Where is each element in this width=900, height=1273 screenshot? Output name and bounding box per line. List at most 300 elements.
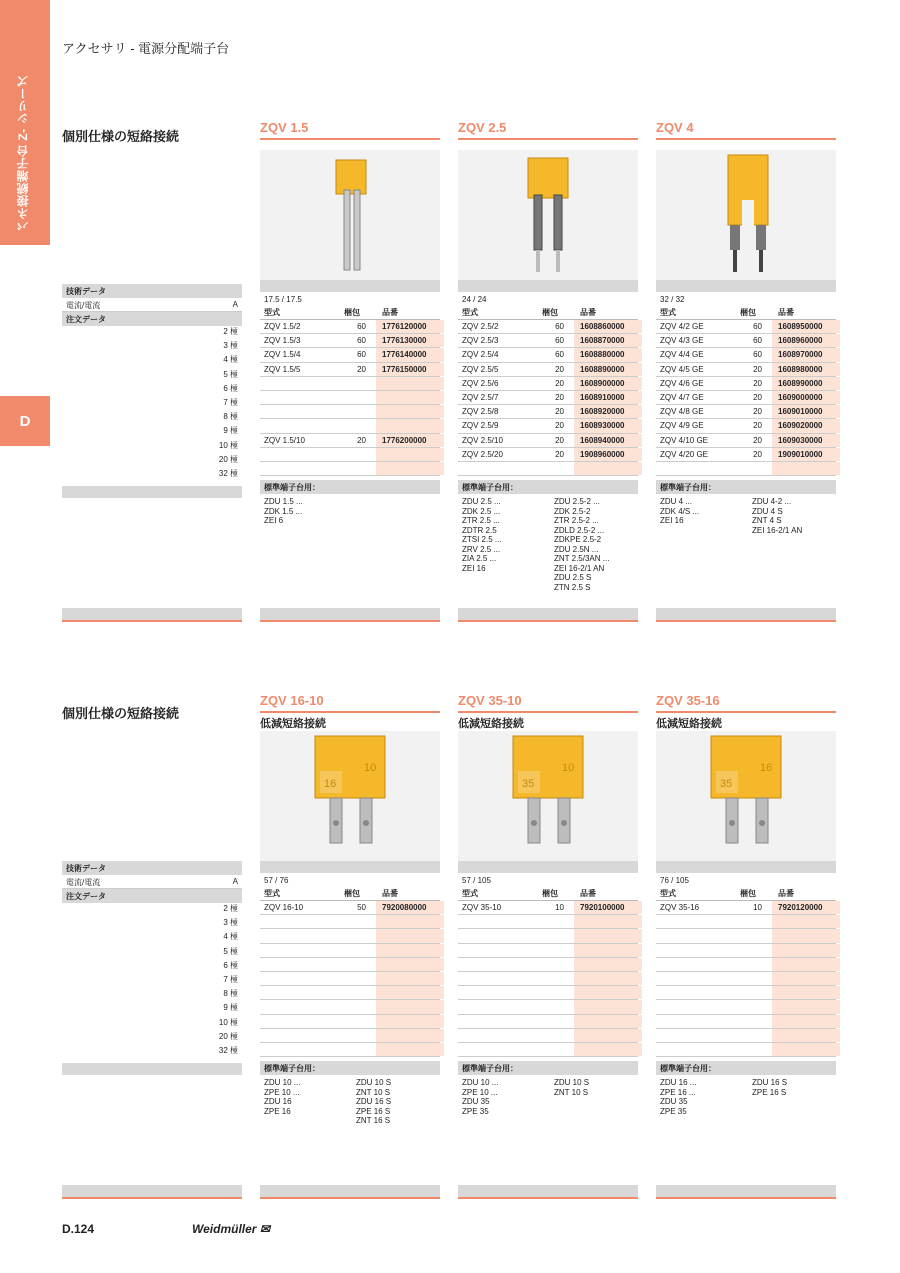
row-part-number xyxy=(772,915,840,928)
bottom-bar xyxy=(656,1185,836,1199)
table-row xyxy=(260,448,440,462)
std-item: ZEI 6 xyxy=(264,516,284,526)
row-pack: 20 xyxy=(555,421,564,431)
table-row xyxy=(260,391,440,405)
pole-label: 9 極 xyxy=(223,1003,238,1013)
row-type: ZQV 4/9 GE xyxy=(660,421,704,431)
row-part-number: 1608900000 xyxy=(574,377,642,390)
svg-text:16: 16 xyxy=(324,778,337,790)
bottom-bar xyxy=(62,1185,242,1199)
header-type: 型式 xyxy=(660,308,676,317)
product-column xyxy=(656,120,836,538)
product-title: ZQV 4 xyxy=(656,120,836,140)
product-photo xyxy=(458,731,638,861)
product-column xyxy=(458,120,638,595)
row-pack: 20 xyxy=(357,435,366,445)
std-item: ZNT 2.5/3AN ... xyxy=(554,554,610,564)
svg-text:10: 10 xyxy=(364,762,377,774)
header-type: 型式 xyxy=(660,889,676,898)
header-part: 品番 xyxy=(580,308,596,317)
row-part-number xyxy=(574,915,642,928)
row-part-number xyxy=(772,972,840,985)
row-pack: 20 xyxy=(753,421,762,431)
header-part: 品番 xyxy=(382,889,398,898)
std-col-b xyxy=(554,497,642,592)
row-part-number: 1776200000 xyxy=(376,434,444,447)
table-row xyxy=(656,448,836,462)
std-item: ZDU 16 S xyxy=(356,1097,392,1107)
bottom-bar xyxy=(656,608,836,622)
brand-logo-text: Weidmüller xyxy=(192,1222,257,1236)
row-part-number: 1608930000 xyxy=(574,419,642,432)
table-row xyxy=(458,334,638,348)
svg-text:10: 10 xyxy=(562,762,575,774)
header-part: 品番 xyxy=(580,889,596,898)
table-row xyxy=(458,986,638,1000)
row-part-number xyxy=(574,1043,642,1056)
row-part-number xyxy=(376,958,444,971)
standard-terminals-list xyxy=(656,494,836,538)
tech-data-bar xyxy=(260,861,440,873)
row-type: ZQV 4/8 GE xyxy=(660,407,704,417)
table-row xyxy=(458,462,638,476)
table-header xyxy=(656,887,836,901)
row-part-number xyxy=(376,377,444,390)
pole-label: 8 極 xyxy=(223,989,238,999)
table-row xyxy=(656,958,836,972)
std-item: ZDU 16 ... xyxy=(660,1078,697,1088)
pole-label: 2 極 xyxy=(223,904,238,913)
row-type: ZQV 35-16 xyxy=(660,903,700,913)
product-title: ZQV 35-10 xyxy=(458,693,638,713)
row-part-number: 1609010000 xyxy=(772,405,840,418)
std-item: ZDKPE 2.5-2 xyxy=(554,535,602,545)
row-part-number: 7920080000 xyxy=(376,901,444,914)
row-part-number xyxy=(772,986,840,999)
row-part-number: 1608940000 xyxy=(574,434,642,447)
table-row xyxy=(656,419,836,433)
pole-label: 32 極 xyxy=(218,468,238,478)
product-column xyxy=(260,120,440,529)
row-part-number xyxy=(376,1015,444,1028)
row-type: ZQV 4/20 GE xyxy=(660,449,709,459)
table-row xyxy=(260,462,440,476)
row-pack: 10 xyxy=(555,903,564,913)
std-item: ZNT 10 S xyxy=(356,1087,391,1097)
table-row xyxy=(656,1029,836,1043)
row-part-number: 7920120000 xyxy=(772,901,840,914)
row-type: ZQV 2.5/20 xyxy=(462,449,503,459)
std-item: ZRV 2.5 ... xyxy=(462,544,501,554)
product-title: ZQV 2.5 xyxy=(458,120,638,140)
row-part-number xyxy=(376,1000,444,1013)
table-row xyxy=(458,972,638,986)
row-part-number: 1608920000 xyxy=(574,405,642,418)
bottom-bar xyxy=(62,608,242,622)
current-label: 電流/電流 xyxy=(66,878,101,887)
row-part-number xyxy=(376,929,444,942)
wire-sizes: 57 / 76 xyxy=(264,876,289,885)
std-item: ZDU 4 ... xyxy=(660,497,693,507)
pole-label: 7 極 xyxy=(223,974,238,984)
row-pack: 60 xyxy=(357,322,366,332)
std-item: ZIA 2.5 ... xyxy=(462,554,497,564)
std-col-b xyxy=(752,497,840,535)
std-col-a xyxy=(462,1078,554,1116)
row-part-number xyxy=(574,944,642,957)
standard-terminals-list xyxy=(260,494,440,529)
product-column xyxy=(260,693,440,1129)
std-item: ZDTR 2.5 xyxy=(462,525,497,535)
row-part-number xyxy=(376,462,444,475)
std-item: ZDU 2.5-2 ... xyxy=(554,497,600,507)
table-row xyxy=(656,972,836,986)
row-part-number xyxy=(772,958,840,971)
table-row xyxy=(260,972,440,986)
row-part-number: 1608880000 xyxy=(574,348,642,361)
table-row xyxy=(260,901,440,915)
std-item: ZNT 10 S xyxy=(554,1087,589,1097)
row-pack: 20 xyxy=(753,378,762,388)
standard-terminals-list xyxy=(458,1075,638,1119)
std-item: ZDU 2.5 ... xyxy=(462,497,501,507)
row-pack: 20 xyxy=(357,364,366,374)
pole-label: 2 極 xyxy=(223,327,238,336)
table-row xyxy=(260,958,440,972)
std-item: ZDK 4/S ... xyxy=(660,506,700,516)
row-type: ZQV 1.5/3 xyxy=(264,336,301,346)
product-photo xyxy=(260,731,440,861)
table-row xyxy=(260,1029,440,1043)
standard-terminals-title: 標準端子台用： xyxy=(656,1061,836,1075)
standard-terminals-list xyxy=(260,1075,440,1129)
std-col-a xyxy=(660,497,752,535)
std-item: ZEI 16 xyxy=(462,563,486,573)
row-part-number: 1608950000 xyxy=(772,320,840,333)
std-item: ZDU 35 xyxy=(660,1097,688,1107)
standard-terminals-title: 標準端子台用： xyxy=(260,1061,440,1075)
row-type: ZQV 4/2 GE xyxy=(660,322,704,332)
table-row xyxy=(458,320,638,334)
table-row xyxy=(458,958,638,972)
table-row xyxy=(260,1043,440,1057)
row-type: ZQV 16-10 xyxy=(264,903,304,913)
table-row xyxy=(260,1015,440,1029)
product-subtitle: 低減短絡接続 xyxy=(458,718,524,730)
std-item: ZTN 2.5 S xyxy=(554,582,591,592)
row-part-number xyxy=(376,1029,444,1042)
row-part-number: 1776130000 xyxy=(376,334,444,347)
std-item: ZDU 10 ... xyxy=(264,1078,301,1088)
std-item: ZDU 1.5 ... xyxy=(264,497,303,507)
std-col-b xyxy=(356,1078,444,1126)
row-pack: 20 xyxy=(555,407,564,417)
product-subtitle: 低減短絡接続 xyxy=(260,718,326,730)
row-part-number xyxy=(574,462,642,475)
current-row xyxy=(62,298,242,312)
row-pack: 60 xyxy=(357,336,366,346)
order-data-label: 注文データ xyxy=(62,889,242,903)
header-part: 品番 xyxy=(778,889,794,898)
table-row xyxy=(458,929,638,943)
table-row xyxy=(458,915,638,929)
std-item: ZDU 35 xyxy=(462,1097,490,1107)
row-part-number xyxy=(574,1000,642,1013)
row-pack: 20 xyxy=(753,364,762,374)
bottom-bar xyxy=(458,608,638,622)
row-part-number xyxy=(376,391,444,404)
table-row xyxy=(458,1000,638,1014)
table-row xyxy=(656,334,836,348)
row-part-number: 1608980000 xyxy=(772,363,840,376)
row-part-number xyxy=(376,1043,444,1056)
row-pack: 60 xyxy=(555,336,564,346)
std-item: ZDK 1.5 ... xyxy=(264,506,303,516)
table-row xyxy=(458,1043,638,1057)
row-type: ZQV 4/3 GE xyxy=(660,336,704,346)
row-part-number xyxy=(574,958,642,971)
table-row xyxy=(260,915,440,929)
standard-terminals-list xyxy=(656,1075,836,1119)
table-row xyxy=(260,405,440,419)
page-title: アクセサリ - 電源分配端子台 xyxy=(62,41,230,56)
table-row xyxy=(458,419,638,433)
row-pack: 20 xyxy=(555,435,564,445)
std-spacer xyxy=(62,1063,242,1075)
std-item: ZDU 4-2 ... xyxy=(752,497,792,507)
pole-label: 5 極 xyxy=(223,369,238,379)
tech-data-label: 技術データ xyxy=(62,861,242,875)
pole-label: 3 極 xyxy=(223,918,238,928)
row-part-number: 1608990000 xyxy=(772,377,840,390)
tech-data-label: 技術データ xyxy=(62,284,242,298)
row-part-number: 1609030000 xyxy=(772,434,840,447)
row-type: ZQV 1.5/4 xyxy=(264,350,301,360)
row-part-number: 1609020000 xyxy=(772,419,840,432)
row-type: ZQV 4/4 GE xyxy=(660,350,704,360)
standard-terminals-title: 標準端子台用： xyxy=(656,480,836,494)
header-part: 品番 xyxy=(778,308,794,317)
row-type: ZQV 2.5/2 xyxy=(462,322,499,332)
header-type: 型式 xyxy=(264,889,280,898)
table-row xyxy=(458,348,638,362)
header-part: 品番 xyxy=(382,308,398,317)
std-item: ZPE 35 xyxy=(462,1106,489,1116)
table-row xyxy=(656,320,836,334)
header-type: 型式 xyxy=(264,308,280,317)
row-pack: 60 xyxy=(555,350,564,360)
std-item: ZDK 2.5-2 xyxy=(554,506,591,516)
tech-data-bar xyxy=(458,280,638,292)
row-pack: 20 xyxy=(753,435,762,445)
pole-label: 10 極 xyxy=(218,440,238,450)
row-part-number: 1608910000 xyxy=(574,391,642,404)
row-part-number xyxy=(772,1015,840,1028)
row-part-number xyxy=(376,419,444,432)
std-col-a xyxy=(264,497,356,526)
product-column xyxy=(458,693,638,1119)
wire-sizes: 57 / 105 xyxy=(462,876,491,885)
pole-label: 6 極 xyxy=(223,960,238,970)
bottom-bar xyxy=(260,608,440,622)
table-row xyxy=(458,363,638,377)
row-pack: 60 xyxy=(753,322,762,332)
row-type: ZQV 4/5 GE xyxy=(660,364,704,374)
table-row xyxy=(260,434,440,448)
brand-logo xyxy=(192,1222,270,1236)
svg-text:16: 16 xyxy=(760,762,773,774)
std-col-b xyxy=(356,497,444,526)
row-type: ZQV 2.5/10 xyxy=(462,435,503,445)
table-row xyxy=(458,405,638,419)
std-item: ZDU 2.5N ... xyxy=(554,544,599,554)
table-row xyxy=(656,1043,836,1057)
table-row xyxy=(656,348,836,362)
row-type: ZQV 2.5/8 xyxy=(462,407,499,417)
current-label: 電流/電流 xyxy=(66,301,101,310)
row-pack: 60 xyxy=(357,350,366,360)
row-part-number xyxy=(376,972,444,985)
product-subtitle: 低減短絡接続 xyxy=(656,718,722,730)
table-row xyxy=(656,434,836,448)
product-title: ZQV 35-16 xyxy=(656,693,836,713)
standard-terminals-title: 標準端子台用： xyxy=(458,480,638,494)
table-row xyxy=(656,929,836,943)
std-item: ZPE 16 ... xyxy=(660,1087,696,1097)
table-row xyxy=(656,1015,836,1029)
std-item: ZPE 35 xyxy=(660,1106,687,1116)
table-row xyxy=(458,391,638,405)
row-pack: 20 xyxy=(753,393,762,403)
pole-label: 7 極 xyxy=(223,397,238,407)
order-labels xyxy=(62,284,242,498)
table-row xyxy=(458,377,638,391)
std-spacer xyxy=(62,486,242,498)
std-item: ZTSI 2.5 ... xyxy=(462,535,502,545)
row-part-number xyxy=(772,1029,840,1042)
std-item: ZDU 16 xyxy=(264,1097,292,1107)
product-title: ZQV 1.5 xyxy=(260,120,440,140)
standard-terminals-title: 標準端子台用： xyxy=(458,1061,638,1075)
header-pack: 梱包 xyxy=(542,889,558,898)
pole-label: 32 極 xyxy=(218,1045,238,1055)
row-part-number xyxy=(574,986,642,999)
pole-label: 5 極 xyxy=(223,946,238,956)
standard-terminals-list xyxy=(458,494,638,595)
product-photo xyxy=(656,150,836,280)
row-part-number xyxy=(574,1029,642,1042)
row-part-number: 1776120000 xyxy=(376,320,444,333)
header-pack: 梱包 xyxy=(542,308,558,317)
section-title: 個別仕様の短絡接続 xyxy=(62,706,180,721)
row-type: ZQV 2.5/6 xyxy=(462,378,499,388)
std-item: ZDU 10 ... xyxy=(462,1078,499,1088)
std-item: ZPE 16 S xyxy=(752,1087,787,1097)
row-part-number xyxy=(772,1000,840,1013)
row-part-number: 1608860000 xyxy=(574,320,642,333)
table-row xyxy=(656,944,836,958)
row-part-number: 1608890000 xyxy=(574,363,642,376)
row-part-number: 1776140000 xyxy=(376,348,444,361)
header-pack: 梱包 xyxy=(344,308,360,317)
std-item: ZDU 10 S xyxy=(356,1078,392,1088)
product-photo xyxy=(260,150,440,280)
table-row xyxy=(458,448,638,462)
table-row xyxy=(458,434,638,448)
std-item: ZDU 2.5 S xyxy=(554,573,592,583)
row-part-number xyxy=(376,944,444,957)
row-part-number: 1909010000 xyxy=(772,448,840,461)
table-row xyxy=(260,363,440,377)
table-row xyxy=(260,334,440,348)
row-part-number: 1609000000 xyxy=(772,391,840,404)
table-header xyxy=(458,306,638,320)
row-part-number xyxy=(574,972,642,985)
row-pack: 20 xyxy=(555,393,564,403)
order-labels xyxy=(62,861,242,1075)
table-row xyxy=(458,901,638,915)
table-row xyxy=(656,405,836,419)
row-type: ZQV 35-10 xyxy=(462,903,502,913)
row-part-number xyxy=(574,929,642,942)
row-pack: 10 xyxy=(753,903,762,913)
page-number: D.124 xyxy=(62,1222,95,1236)
bottom-bar xyxy=(458,1185,638,1199)
table-row xyxy=(656,462,836,476)
table-header xyxy=(458,887,638,901)
std-col-b xyxy=(752,1078,840,1116)
header-pack: 梱包 xyxy=(740,308,756,317)
row-part-number xyxy=(376,448,444,461)
row-pack: 20 xyxy=(555,378,564,388)
row-part-number xyxy=(772,929,840,942)
row-part-number: 1908960000 xyxy=(574,448,642,461)
pole-label: 3 極 xyxy=(223,341,238,351)
order-data-label: 注文データ xyxy=(62,312,242,326)
std-item: ZNT 16 S xyxy=(356,1116,391,1126)
table-row xyxy=(260,419,440,433)
row-type: ZQV 1.5/2 xyxy=(264,322,301,332)
row-type: ZQV 1.5/10 xyxy=(264,435,305,445)
std-item: ZEI 16-2/1 AN xyxy=(554,563,605,573)
table-row xyxy=(458,1015,638,1029)
wire-sizes: 17.5 / 17.5 xyxy=(264,295,302,304)
std-item: ZPE 16 S xyxy=(356,1106,391,1116)
row-part-number xyxy=(772,944,840,957)
table-row xyxy=(656,363,836,377)
product-title: ZQV 16-10 xyxy=(260,693,440,713)
std-col-a xyxy=(462,497,554,592)
row-pack: 50 xyxy=(357,903,366,913)
table-row xyxy=(656,901,836,915)
pole-label: 20 極 xyxy=(218,454,238,464)
std-item: ZTR 2.5-2 ... xyxy=(554,516,599,526)
row-type: ZQV 2.5/9 xyxy=(462,421,499,431)
row-type: ZQV 2.5/7 xyxy=(462,393,499,403)
bottom-bar xyxy=(260,1185,440,1199)
row-pack: 60 xyxy=(555,322,564,332)
table-row xyxy=(260,1000,440,1014)
svg-text:35: 35 xyxy=(522,778,535,790)
row-type: ZQV 4/7 GE xyxy=(660,393,704,403)
pole-label: 9 極 xyxy=(223,426,238,436)
row-type: ZQV 4/10 GE xyxy=(660,435,709,445)
wire-sizes: 76 / 105 xyxy=(660,876,689,885)
std-item: ZDU 4 S xyxy=(752,506,783,516)
wire-sizes: 24 / 24 xyxy=(462,295,487,304)
tech-data-bar xyxy=(260,280,440,292)
logo-icon: ✉ xyxy=(259,1222,270,1236)
